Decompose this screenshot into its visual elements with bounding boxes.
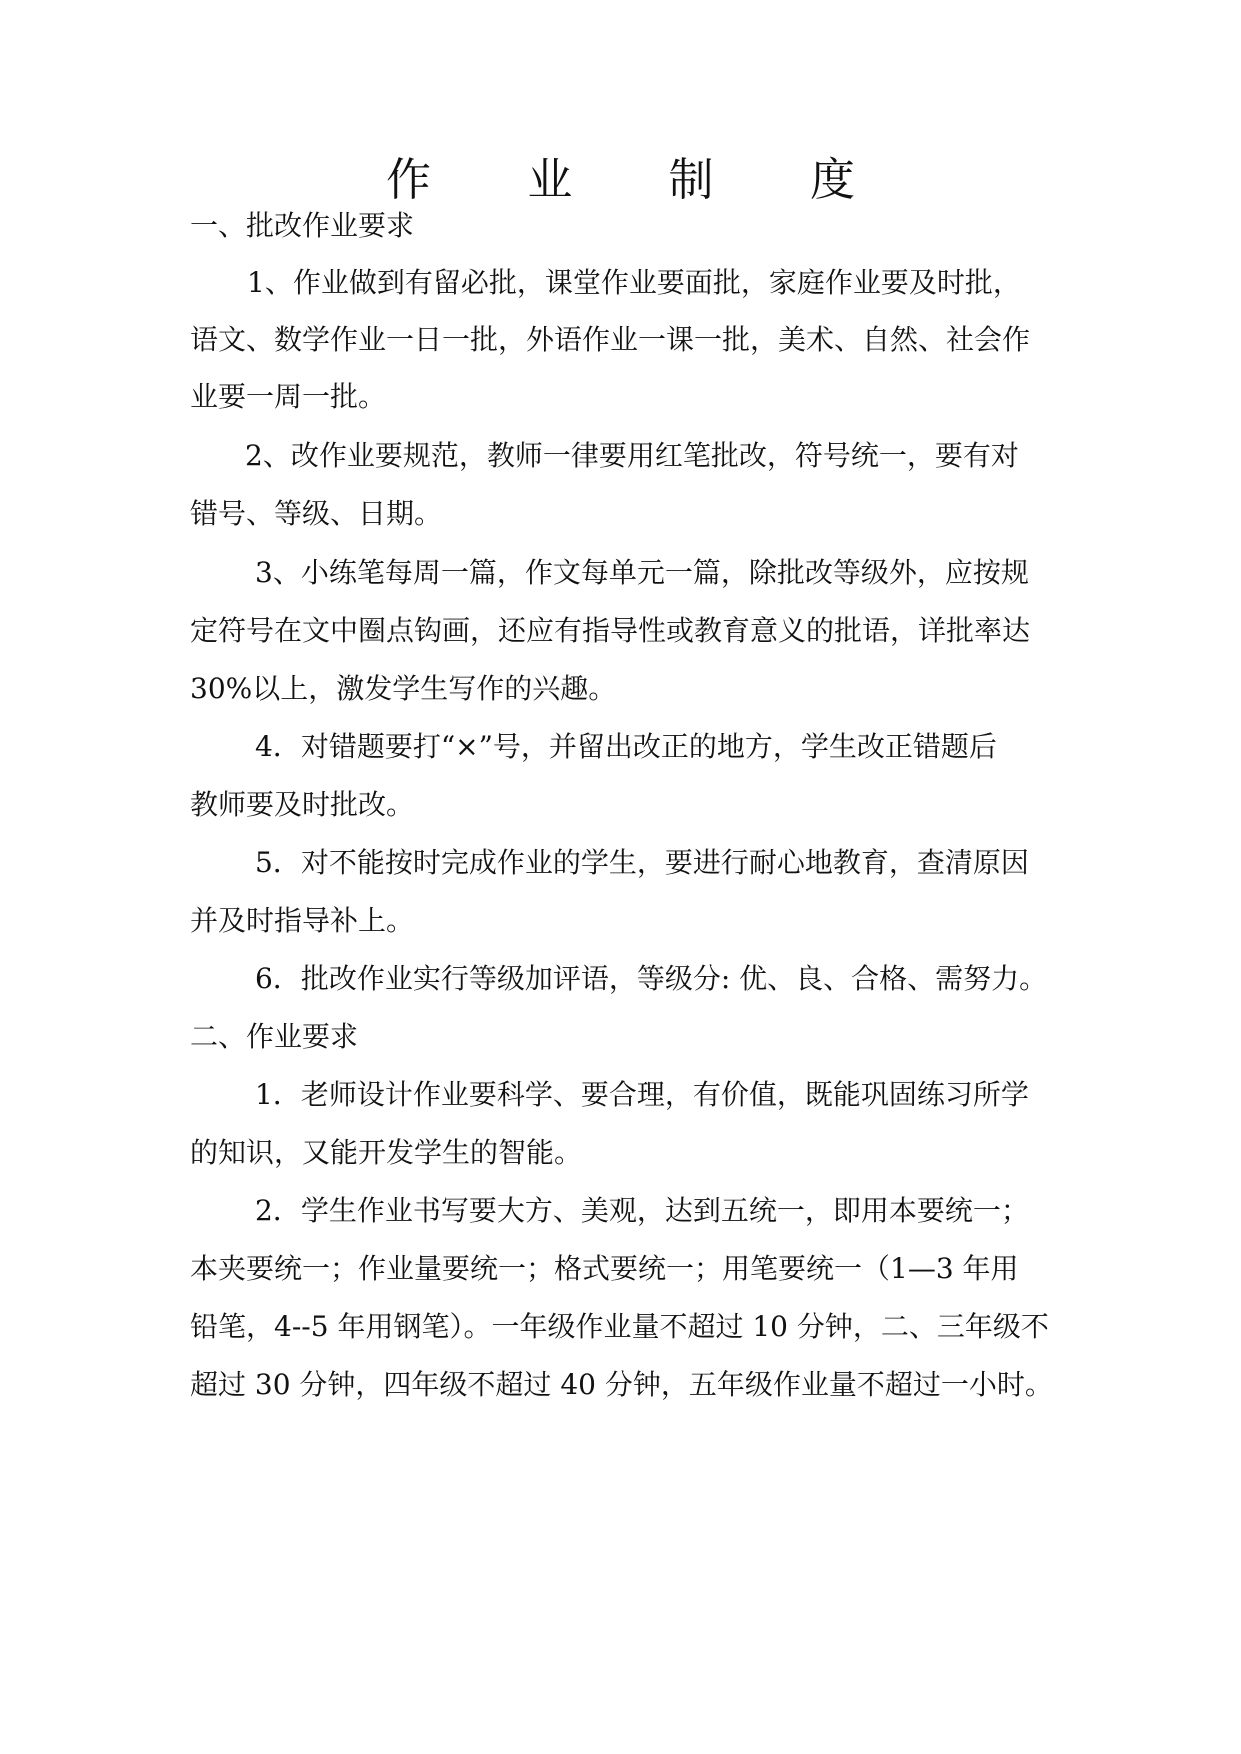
paragraph-line: 语文、数学作业一日一批，外语作业一课一批，美术、自然、社会作 (190, 323, 1031, 356)
paragraph-line: 业要一周一批。 (190, 380, 387, 413)
paragraph-line: 教师要及时批改。 (190, 788, 415, 821)
document-title: 作 业 制 度 (386, 153, 896, 206)
section-heading-2: 二、作业要求 (190, 1020, 359, 1053)
section-heading-1: 一、批改作业要求 (190, 209, 415, 242)
paragraph-line: 4．对错题要打“×”号，并留出改正的地方，学生改正错题后 (255, 730, 997, 763)
paragraph-line: 1、作业做到有留必批，课堂作业要面批，家庭作业要及时批， (247, 266, 1021, 299)
paragraph-line: 6．批改作业实行等级加评语，等级分: 优、良、合格、需努力。 (255, 962, 1048, 995)
paragraph-line: 5．对不能按时完成作业的学生，要进行耐心地教育，查清原因 (255, 846, 1029, 879)
paragraph-line: 本夹要统一；作业量要统一；格式要统一；用笔要统一（1—3 年用 (190, 1252, 1019, 1285)
paragraph-line: 定符号在文中圈点钩画，还应有指导性或教育意义的批语，详批率达 (190, 614, 1031, 647)
paragraph-line: 铅笔，4--5 年用钢笔）。一年级作业量不超过 10 分钟，二、三年级不 (190, 1310, 1049, 1343)
paragraph-line: 错号、等级、日期。 (190, 497, 443, 530)
paragraph-line: 2．学生作业书写要大方、美观，达到五统一，即用本要统一； (255, 1194, 1029, 1227)
paragraph-line: 3、小练笔每周一篇，作文每单元一篇，除批改等级外，应按规 (255, 556, 1029, 589)
paragraph-line: 1．老师设计作业要科学、要合理，有价值，既能巩固练习所学 (255, 1078, 1029, 1111)
paragraph-line: 超过 30 分钟，四年级不超过 40 分钟，五年级作业量不超过一小时。 (190, 1368, 1053, 1401)
paragraph-line: 30%以上，激发学生写作的兴趣。 (190, 672, 617, 705)
paragraph-line: 并及时指导补上。 (190, 904, 415, 937)
paragraph-line: 2、改作业要规范，教师一律要用红笔批改，符号统一，要有对 (245, 439, 1019, 472)
paragraph-line: 的知识，又能开发学生的智能。 (190, 1136, 583, 1169)
